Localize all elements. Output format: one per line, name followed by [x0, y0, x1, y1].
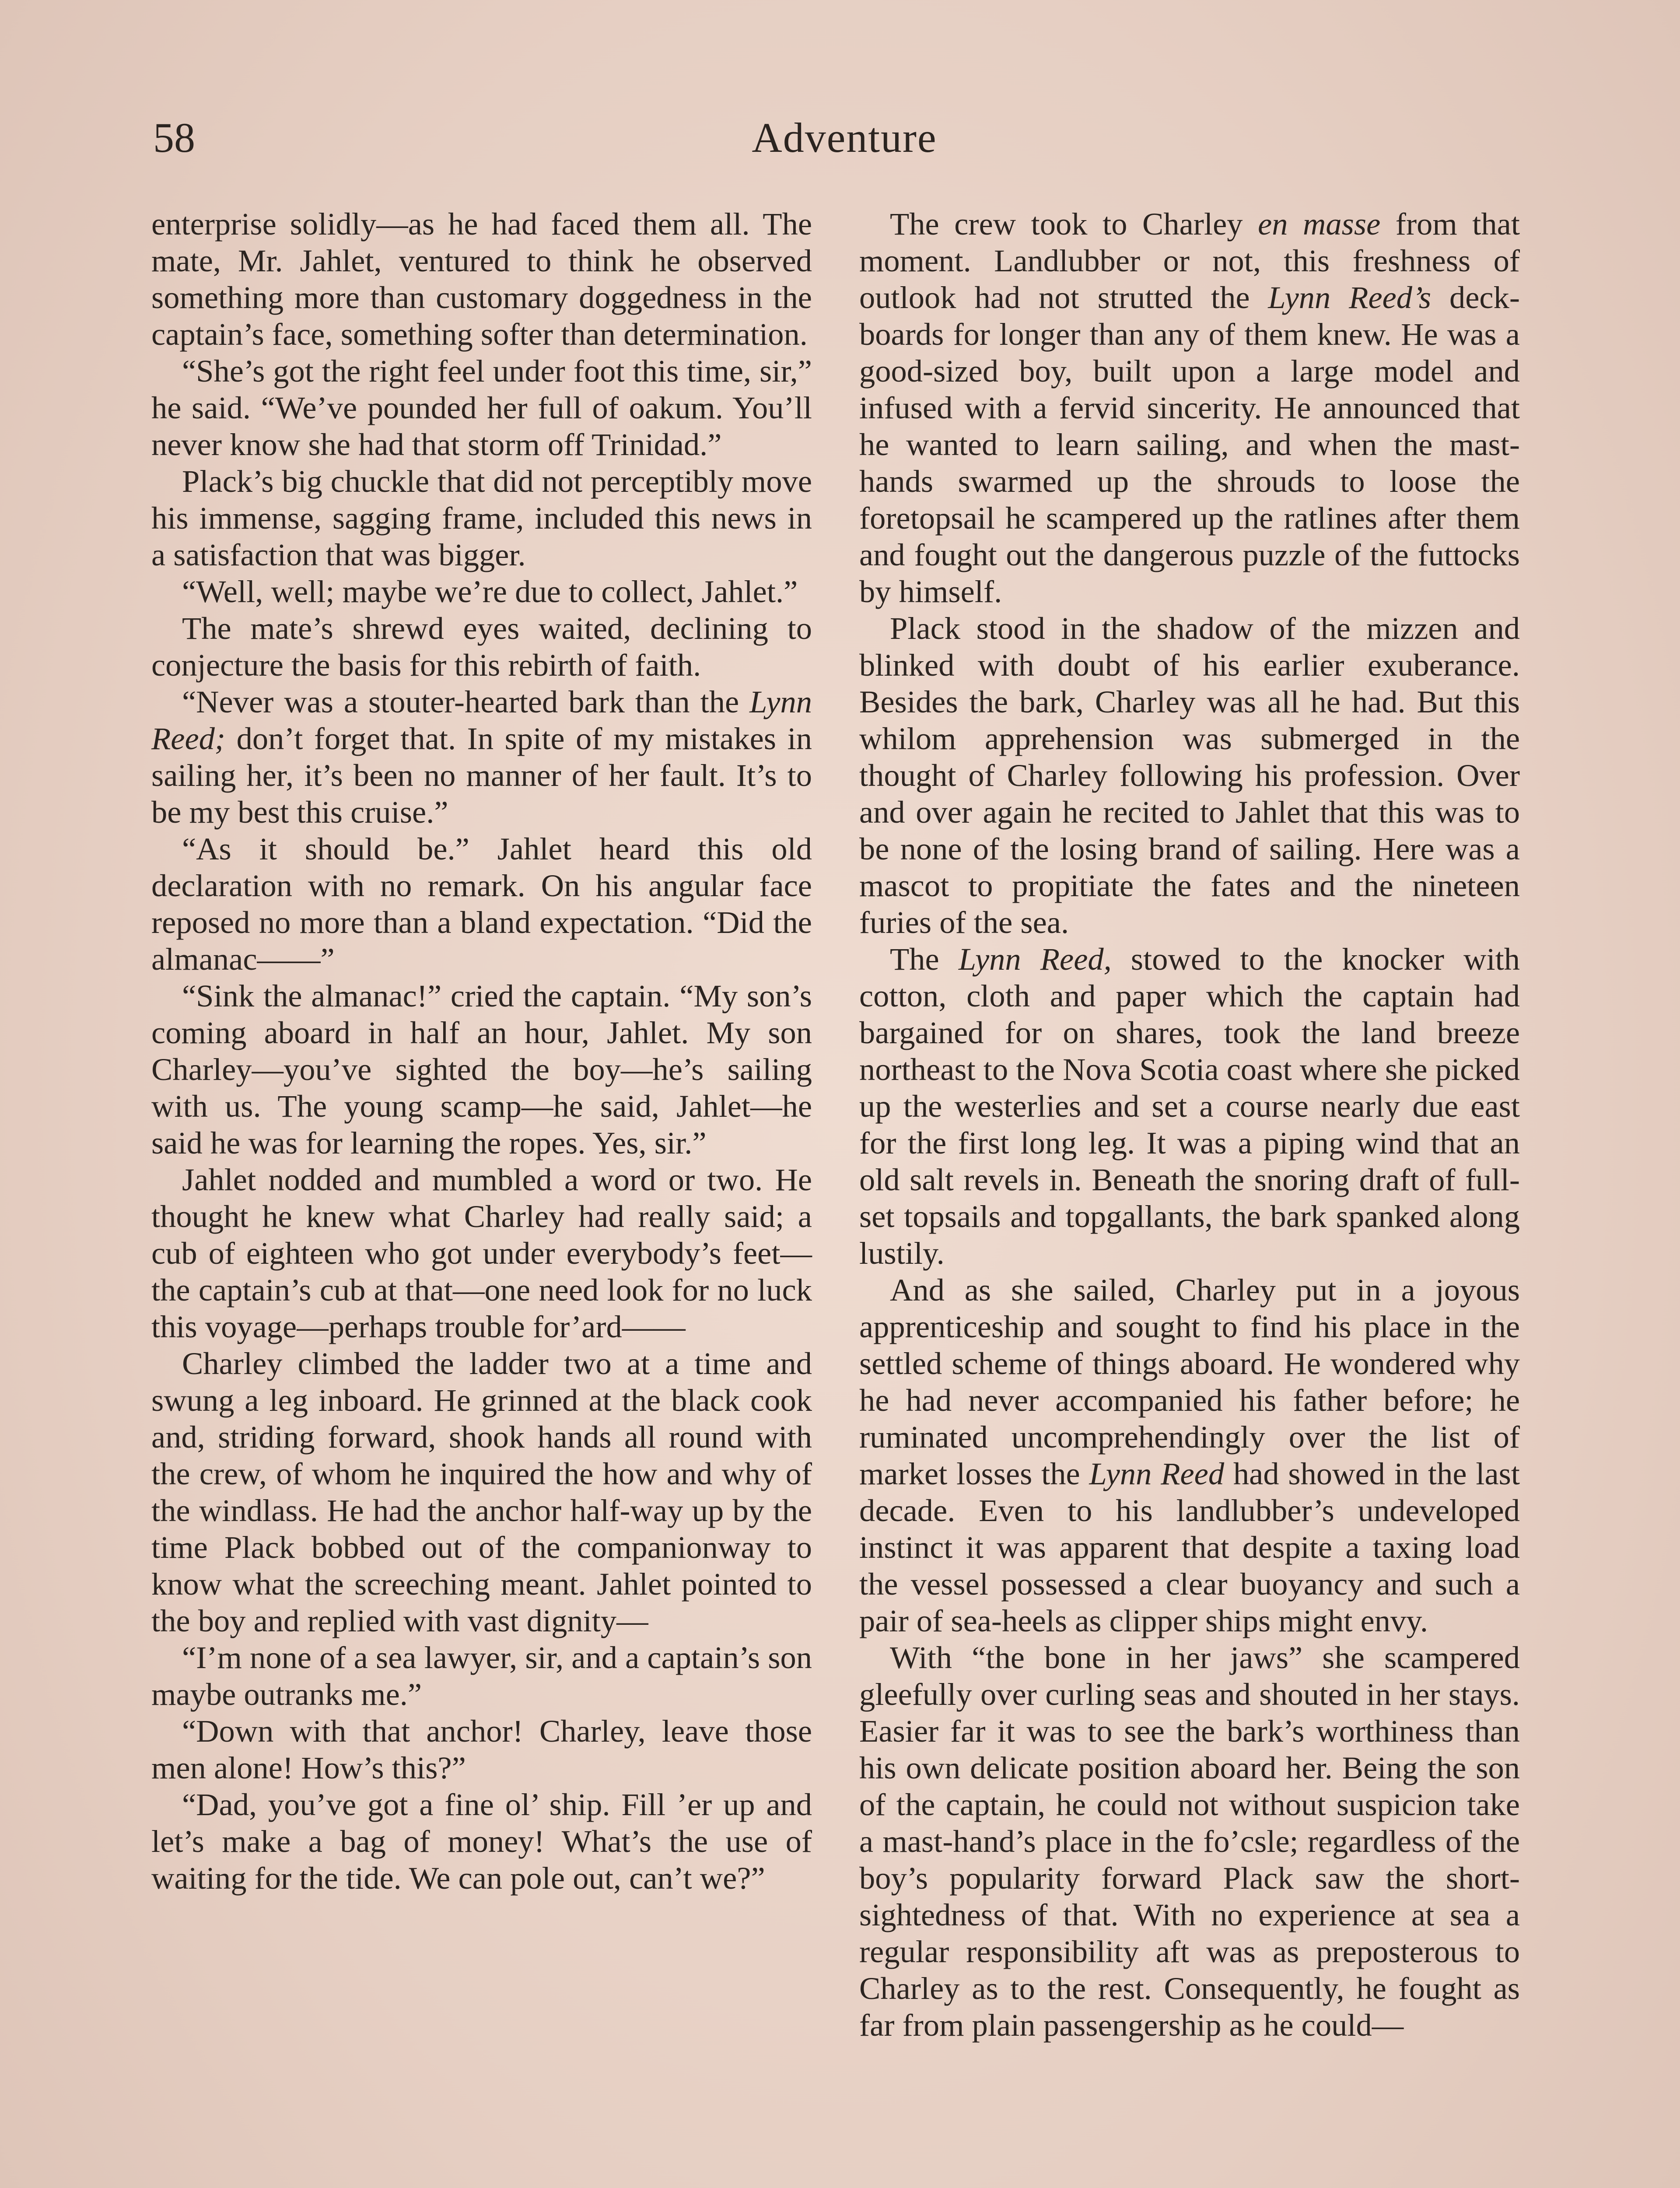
paragraph-text: enterprise solidly—as he had faced them all. The mate, Mr. Jahlet, ventured to think he observed something more than customary doggedness in the captain’s face, something softer than determination.	[151, 206, 812, 352]
paragraph-text: deck-boards for longer than any of them knew. He was a good-sized boy, built upon a large model and infused with a fervid sincerity. He announced that he wanted to learn sailing, and when the mast-hands swarmed up the shrouds to loose the foretopsail he scampered up the ratlines after them and fought out the dangerous puzzle of the futtocks by himself.	[859, 280, 1520, 609]
running-head	[153, 109, 1536, 166]
italic-text: Lynn Reed,	[958, 941, 1112, 977]
paragraph-text: Charley climbed the ladder two at a time and swung a leg inboard. He grinned at the black cook and, striding forward, shook hands all round with the crew, of whom he inquired the how and why of the windlass. He had the anchor half-way up by the time Plack bobbed out of the companionway to know what the screeching meant. Jahlet pointed to the boy and replied with vast dignity—	[151, 1346, 812, 1638]
paragraph-text: “As it should be.” Jahlet heard this old declaration with no remark. On his angular face reposed no more than a bland expectation. “Did the almanac——”	[151, 831, 812, 977]
paragraph	[859, 1639, 1520, 2044]
paragraph-text: “Never was a stouter-hearted bark than the	[182, 684, 750, 719]
paragraph	[859, 941, 1520, 1272]
paragraph-text: And as she sailed, Charley put in a joyous apprenticeship and sought to find his place in the settled scheme of things aboard. He wondered why he had never accompanied his father before; he ruminated uncomprehendingly over the list of market losses the	[859, 1272, 1520, 1491]
running-title: Adventure	[752, 114, 937, 161]
paragraph	[151, 206, 812, 353]
paragraph	[859, 1272, 1520, 1639]
paragraph-text: Jahlet nodded and mumbled a word or two. He thought he knew what Charley had really said; a cub of eighteen who got under everybody’s feet—the captain’s cub at that—one need look for no luck this voyage—perhaps trouble for’ard——	[151, 1162, 812, 1344]
paragraph-text: The	[890, 941, 959, 977]
paragraph-text: “Dad, you’ve got a fine ol’ ship. Fill ’er up and let’s make a bag of money! What’s the use of waiting for the tide. We can pole out, can’t we?”	[151, 1787, 812, 1896]
paragraph	[151, 978, 812, 1161]
paragraph-text: had showed in the last decade. Even to his landlubber’s undeveloped instinct it was apparent that despite a taxing load the vessel possessed a clear buoyancy and such a pair of sea-heels as clipper ships might envy.	[859, 1456, 1520, 1638]
paragraph-text: The crew took to Charley	[890, 206, 1258, 242]
paragraph	[151, 1345, 812, 1639]
italic-text: en masse	[1258, 206, 1381, 242]
paragraph-text: “She’s got the right feel under foot this time, sir,” he said. “We’ve pounded her full of oakum. You’ll never know she had that storm off Trinidad.”	[151, 353, 812, 462]
paragraph-text: “Sink the almanac!” cried the captain. “My son’s coming aboard in half an hour, Jahlet. My son Charley—you’ve sighted the boy—he’s sailing with us. The young scamp—he said, Jahlet—he said he was for learning the ropes. Yes, sir.”	[151, 978, 812, 1161]
italic-text: Lynn Reed’s	[1268, 280, 1432, 315]
left-text-column	[151, 206, 812, 1897]
paragraph	[151, 573, 812, 610]
paragraph-text: With “the bone in her jaws” she scampered gleefully over curling seas and shouted in her stays. Easier far it was to see the bark’s worthiness than his own delicate position aboard her. Being the son of the captain, he could not without suspicion take a mast-hand’s place in the fo’csle; regardless of the boy’s popularity forward Plack saw the short-sightedness of that. With no experience at sea a regular responsibility aft was as preposterous to Charley as to the rest. Consequently, he fought as far from plain passengership as he could—	[859, 1640, 1520, 2043]
paragraph-text: don’t forget that. In spite of my mistakes in sailing her, it’s been no manner of her fault. It’s to be my best this cruise.”	[151, 721, 812, 830]
right-text-column	[859, 206, 1520, 2044]
paragraph	[151, 610, 812, 684]
paragraph	[151, 1786, 812, 1897]
paragraph-text: from that moment. Landlubber or not, this freshness of outlook had not strutted the	[859, 206, 1520, 315]
paragraph-text: “I’m none of a sea lawyer, sir, and a captain’s son maybe outranks me.”	[151, 1640, 812, 1712]
paragraph	[151, 463, 812, 573]
page-number: 58	[153, 114, 195, 161]
italic-text: Lynn Reed	[1089, 1456, 1225, 1491]
paragraph-text: “Well, well; maybe we’re due to collect, Jahlet.”	[182, 574, 798, 609]
paragraph	[151, 1713, 812, 1786]
italic-text: Lynn Reed;	[151, 684, 812, 756]
paragraph	[151, 831, 812, 978]
paragraph-text: Plack stood in the shadow of the mizzen and blinked with doubt of his earlier exuberance. Besides the bark, Charley was all he had. But this whilom apprehension was submerged in the thought of Charley following his profession. Over and over again he recited to Jahlet that this was to be none of the losing brand of sailing. Here was a mascot to propitiate the fates and the nineteen furies of the sea.	[859, 610, 1520, 940]
paragraph	[151, 1161, 812, 1345]
paragraph	[151, 353, 812, 463]
paragraph	[859, 610, 1520, 941]
paragraph-text: “Down with that anchor! Charley, leave those men alone! How’s this?”	[151, 1713, 812, 1785]
paragraph-text: stowed to the knocker with cotton, cloth and paper which the captain had bargained for on shares, took the land breeze northeast to the Nova Scotia coast where she picked up the westerlies and set a course nearly due east for the first long leg. It was a piping wind that an old salt revels in. Beneath the snoring draft of full-set topsails and topgallants, the bark spanked along lustily.	[859, 941, 1520, 1271]
paragraph	[859, 206, 1520, 610]
paragraph-text: The mate’s shrewd eyes waited, declining to conjecture the basis for this rebirth of faith.	[151, 610, 812, 683]
paragraph	[151, 1639, 812, 1713]
paragraph	[151, 684, 812, 831]
paragraph-text: Plack’s big chuckle that did not perceptibly move his immense, sagging frame, included this news in a satisfaction that was bigger.	[151, 463, 812, 572]
